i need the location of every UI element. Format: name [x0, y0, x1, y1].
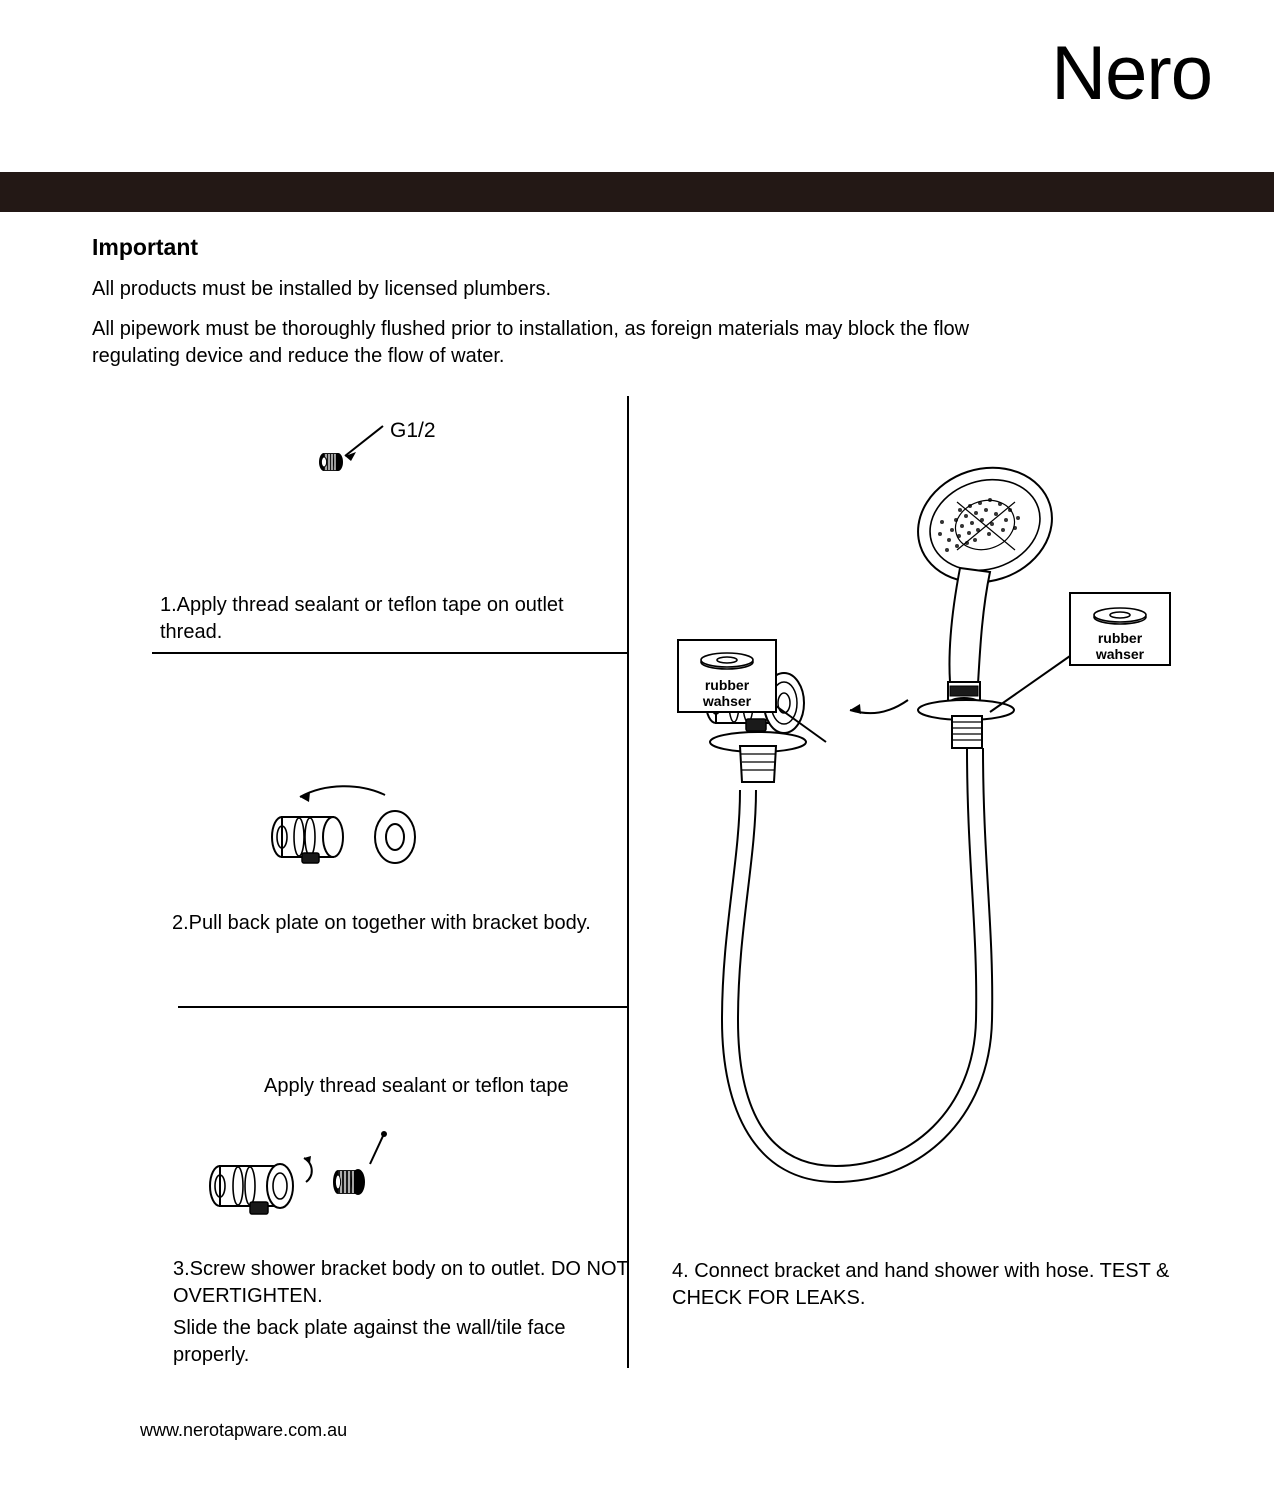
important-note-line-1: All products must be installed by licensed plumbers. — [92, 278, 552, 300]
step-4-text: 4. Connect bracket and hand shower with hose. TEST & CHECK FOR LEAKS. — [672, 1260, 1170, 1309]
callout-rubber-washer-right-line1: rubber — [1097, 630, 1143, 646]
callout-rubber-washer-left-line2: wahser — [702, 693, 752, 709]
important-note-line-2: All pipework must be thoroughly flushed prior to installation, as foreign materials may block the flow regulating device and reduce the flow of water. — [92, 318, 970, 367]
callout-rubber-washer-right-line2: wahser — [1095, 646, 1145, 662]
figure-screw-bracket-to-outlet — [198, 1128, 418, 1243]
thread-size-label: G1/2 — [390, 419, 436, 442]
footer-website[interactable]: www.nerotapware.com.au — [140, 1420, 348, 1440]
step-1-text: 1.Apply thread sealant or teflon tape on outlet thread. — [160, 594, 564, 643]
brand-logo: Nero — [1051, 31, 1212, 116]
step-2-text: 2.Pull back plate on together with bracket body. — [172, 912, 591, 934]
horizontal-divider-2 — [178, 1006, 628, 1008]
vertical-divider — [627, 396, 629, 1368]
figure-assembly-hand-shower — [660, 460, 1240, 1220]
callout-rubber-washer-left-line1: rubber — [704, 677, 750, 693]
step-3-sealant-note: Apply thread sealant or teflon tape — [264, 1075, 569, 1097]
horizontal-divider-1 — [152, 652, 628, 654]
step-3-text: 3.Screw shower bracket body on to outlet. DO NOT OVERTIGHTEN. — [173, 1258, 629, 1307]
figure-bracket-and-backplate — [255, 775, 445, 885]
page-title: Important — [92, 234, 199, 260]
step-3-text-continued: Slide the back plate against the wall/tile face properly. — [173, 1317, 566, 1366]
header-bar — [0, 172, 1274, 212]
